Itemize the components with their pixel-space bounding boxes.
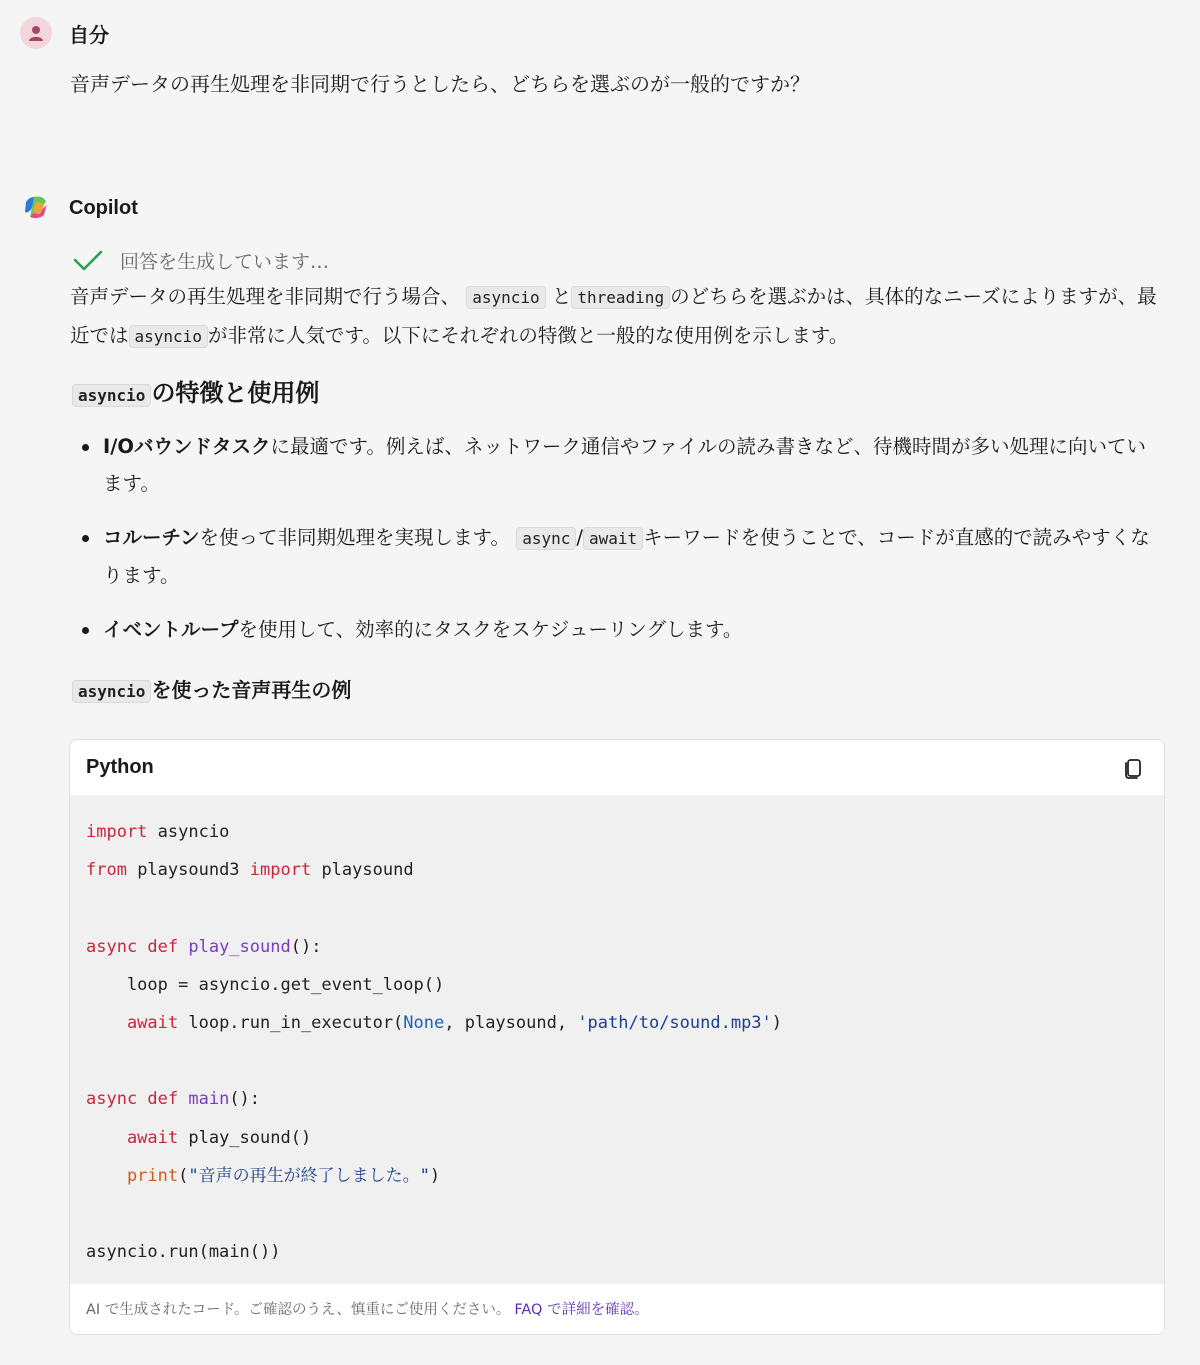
code-line	[86, 1004, 1148, 1042]
code-token: play_sound	[188, 936, 291, 957]
code-block	[69, 739, 1165, 1335]
code-token: loop.run_in_executor(	[188, 1012, 404, 1033]
code-line	[86, 1233, 1148, 1271]
code-token: async def	[86, 1089, 189, 1110]
code-token: play_sound()	[188, 1127, 312, 1148]
list-item	[70, 428, 1165, 502]
code-token: )	[771, 1012, 783, 1033]
code-token: main	[188, 1089, 230, 1110]
copilot-sender-name: Copilot	[69, 196, 138, 219]
inline-code-threading: threading	[571, 286, 670, 309]
list-item	[70, 611, 1165, 648]
heading-text: の特徴と使用例	[151, 379, 320, 407]
list-item-text: を使って非同期処理を実現します。	[199, 526, 510, 549]
code-block-header	[70, 740, 1164, 795]
code-line	[86, 813, 1148, 851]
code-token: asyncio	[157, 822, 230, 842]
section-heading-example	[72, 676, 351, 706]
code-token: async def	[86, 936, 189, 957]
inline-code-asyncio: asyncio	[466, 286, 545, 309]
intro-paragraph	[70, 278, 1165, 356]
code-block-footer	[70, 1284, 1164, 1332]
user-message-header	[20, 17, 109, 49]
code-line	[86, 889, 1148, 927]
inline-code-asyncio-2: asyncio	[129, 325, 208, 348]
user-avatar-icon	[20, 17, 52, 49]
faq-link[interactable]: FAQ で詳細を確認。	[514, 1301, 649, 1318]
intro-text-3: のどちらを選ぶかは、具体的なニーズによりますが、最近では	[70, 285, 1157, 347]
copilot-logo-icon	[20, 192, 52, 224]
status-text: 回答を生成しています…	[120, 250, 330, 273]
inline-code-await: await	[583, 527, 643, 550]
heading-text: を使った音声再生の例	[151, 678, 352, 702]
code-token: "音声の再生が終了しました。"	[188, 1165, 430, 1186]
code-token: playsound	[321, 860, 414, 881]
code-token: import	[249, 860, 322, 881]
code-token: asyncio.run(main())	[86, 1242, 281, 1263]
copilot-message-header	[20, 192, 138, 224]
heading-code: asyncio	[72, 680, 151, 703]
code-token: , playsound,	[444, 1012, 578, 1033]
list-item-text: を使用して、効率的にタスクをスケジューリングします。	[238, 618, 743, 641]
intro-text-1: 音声データの再生処理を非同期で行う場合、	[70, 285, 461, 308]
code-content[interactable]	[70, 795, 1164, 1284]
code-token: from	[86, 860, 138, 881]
list-item-bold: イベントループ	[103, 618, 239, 641]
copy-icon	[1122, 756, 1146, 780]
list-item-bold: I/Oバウンドタスク	[103, 435, 271, 458]
code-token: 'path/to/sound.mp3'	[577, 1012, 772, 1033]
code-token: import	[86, 822, 158, 842]
code-line	[86, 1042, 1148, 1080]
code-token: print	[86, 1165, 179, 1186]
code-token: ():	[229, 1089, 261, 1110]
checkmark-icon	[72, 244, 104, 276]
list-item-text: に最適です。例えば、ネットワーク通信やファイルの読み書きなど、待機時間が多い処理に向いています。	[103, 435, 1147, 495]
separator-text: /	[576, 526, 583, 549]
generation-status	[72, 244, 329, 276]
heading-code: asyncio	[72, 384, 151, 407]
list-item	[70, 519, 1165, 594]
code-line	[86, 851, 1148, 889]
code-token: ():	[290, 936, 322, 957]
code-token: )	[429, 1165, 441, 1186]
code-line	[86, 928, 1148, 966]
code-token: playsound3	[137, 860, 250, 881]
code-line	[86, 1157, 1148, 1195]
code-token: loop = asyncio.get_event_loop()	[86, 974, 445, 995]
code-line	[86, 1195, 1148, 1233]
code-language-label: Python	[86, 756, 154, 778]
list-item-text: キーワードを使うことで、コードが直感的で読みやすくなります。	[103, 526, 1150, 587]
intro-text-4: が非常に人気です。以下にそれぞれの特徴と一般的な使用例を示します。	[207, 324, 849, 347]
code-line	[86, 1119, 1148, 1157]
ai-disclaimer-text: AI で生成されたコード。ご確認のうえ、慎重にご使用ください。	[86, 1301, 511, 1318]
feature-list	[70, 428, 1165, 665]
code-token: await	[86, 1127, 189, 1148]
copy-button[interactable]	[1120, 754, 1148, 782]
list-item-bold: コルーチン	[103, 526, 200, 549]
intro-text-2: と	[551, 285, 572, 308]
code-token: None	[403, 1012, 445, 1033]
code-line	[86, 1080, 1148, 1118]
section-heading-features	[72, 378, 319, 411]
code-token: (	[178, 1165, 189, 1186]
code-token: await	[86, 1012, 189, 1033]
user-sender-name: 自分	[69, 24, 109, 47]
user-message-text: 音声データの再生処理を非同期で行うとしたら、どちらを選ぶのが一般的ですか？	[70, 72, 810, 96]
code-line	[86, 966, 1148, 1004]
inline-code-async: async	[516, 527, 576, 550]
